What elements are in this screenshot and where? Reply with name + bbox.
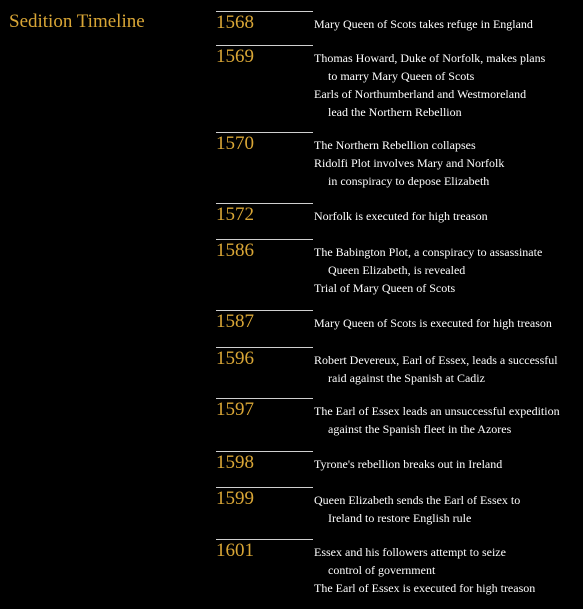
timeline-event [314, 136, 583, 154]
event-text: Ridolfi Plot involves Mary and Norfolk [314, 156, 505, 170]
timeline-events [314, 314, 583, 332]
timeline-event [314, 243, 583, 279]
timeline-events [314, 136, 583, 190]
timeline-event [314, 85, 583, 121]
event-text-continued: Queen Elizabeth, is revealed [328, 263, 466, 277]
timeline-year: 1572 [216, 204, 254, 225]
timeline-events [314, 49, 583, 121]
event-text: Queen Elizabeth sends the Earl of Essex to [314, 493, 521, 507]
timeline-year: 1601 [216, 540, 254, 561]
event-text-continued: control of government [328, 563, 436, 577]
timeline-year: 1587 [216, 311, 254, 332]
timeline-event [314, 279, 583, 297]
event-text: Essex and his followers attempt to seize [314, 545, 506, 559]
event-text: Thomas Howard, Duke of Norfolk, makes plans [314, 51, 546, 65]
event-text: Earls of Northumberland and Westmoreland [314, 87, 527, 101]
event-text: The Earl of Essex leads an unsuccessful expedition [314, 404, 560, 418]
timeline-year: 1597 [216, 399, 254, 420]
timeline-events [314, 15, 583, 33]
event-text-continued: Ireland to restore English rule [328, 511, 472, 525]
event-text-continued: in conspiracy to depose Elizabeth [328, 174, 490, 188]
timeline-year: 1599 [216, 488, 254, 509]
timeline-event [314, 543, 583, 579]
event-text-continued: raid against the Spanish at Cadiz [328, 371, 485, 385]
event-text: Tyrone's rebellion breaks out in Ireland [314, 457, 503, 471]
timeline-year: 1596 [216, 348, 254, 369]
event-text: Robert Devereux, Earl of Essex, leads a successful [314, 353, 558, 367]
event-text: Mary Queen of Scots is executed for high treason [314, 316, 552, 330]
timeline-year: 1598 [216, 452, 254, 473]
timeline-event [314, 579, 583, 597]
event-text-continued: to marry Mary Queen of Scots [328, 69, 475, 83]
page-title: Sedition Timeline [9, 11, 145, 32]
timeline-events [314, 491, 583, 527]
event-text: The Babington Plot, a conspiracy to assassinate [314, 245, 543, 259]
timeline-year: 1569 [216, 46, 254, 67]
event-text: Trial of Mary Queen of Scots [314, 281, 456, 295]
timeline-events [314, 243, 583, 297]
timeline-events [314, 455, 583, 473]
timeline-event [314, 207, 583, 225]
timeline-event [314, 402, 583, 438]
timeline-event [314, 351, 583, 387]
event-text-continued: against the Spanish fleet in the Azores [328, 422, 512, 436]
event-text: Norfolk is executed for high treason [314, 209, 488, 223]
timeline-events [314, 402, 583, 438]
timeline-events [314, 207, 583, 225]
timeline-event [314, 491, 583, 527]
timeline-year: 1570 [216, 133, 254, 154]
timeline-year: 1568 [216, 12, 254, 33]
event-text-continued: lead the Northern Rebellion [328, 105, 462, 119]
timeline-event [314, 15, 583, 33]
timeline-events [314, 351, 583, 387]
timeline-event [314, 49, 583, 85]
timeline-event [314, 455, 583, 473]
event-text: The Northern Rebellion collapses [314, 138, 476, 152]
timeline-event [314, 154, 583, 190]
timeline-events [314, 543, 583, 597]
timeline-year: 1586 [216, 240, 254, 261]
event-text: The Earl of Essex is executed for high treason [314, 581, 536, 595]
event-text: Mary Queen of Scots takes refuge in England [314, 17, 533, 31]
timeline-event [314, 314, 583, 332]
